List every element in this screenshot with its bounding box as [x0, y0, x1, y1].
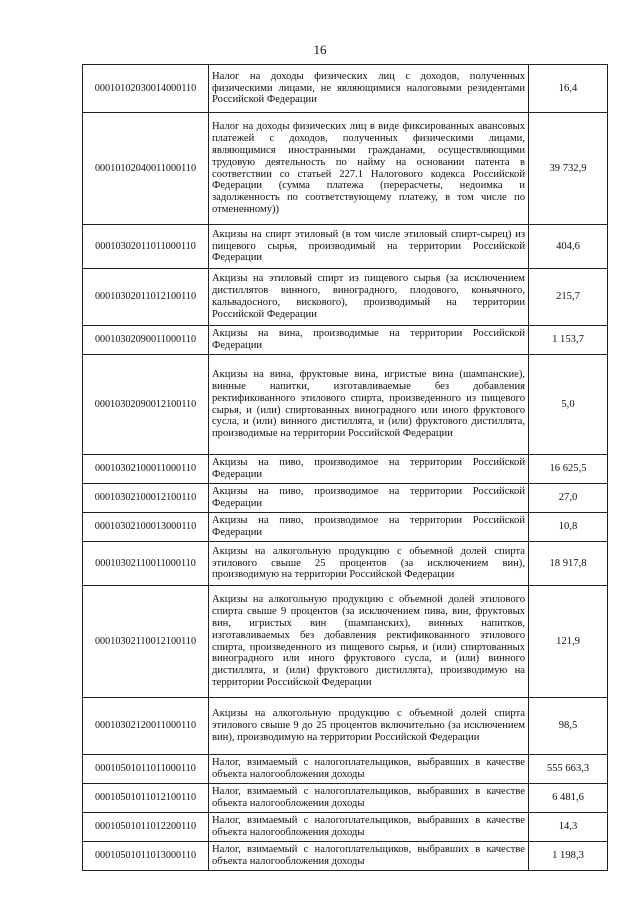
table-row: [83, 484, 608, 513]
row-value: 404,6: [529, 225, 608, 269]
row-name: Акцизы на вина, фруктовые вина, игристые вина (шампанские), винные напитки, изготавливаемые без добавления ректификованного этилового спирта, произведенного из пищевого сырья, и (или) спиртованных виноградного или иного фруктового сусла, и (или) винного дистиллята, и (или) фруктового дистиллята, производимые на территории Российской Федерации: [209, 355, 529, 455]
row-code: 00010302100012100110: [83, 484, 209, 513]
row-name: Акцизы на пиво, производимое на территории Российской Федерации: [209, 484, 529, 513]
row-value: 39 732,9: [529, 113, 608, 225]
row-name: Акцизы на алкогольную продукцию с объемной долей спирта этилового свыше 9 до 25 процентов включительно (за исключением вин), производимую на территории Российской Федерации: [209, 698, 529, 755]
row-name: Акцизы на вина, производимые на территории Российской Федерации: [209, 326, 529, 355]
row-name: Акцизы на спирт этиловый (в том числе этиловый спирт-сырец) из пищевого сырья, производимый на территории Российской Федерации: [209, 225, 529, 269]
table-row: [83, 784, 608, 813]
row-code: 00010102030014000110: [83, 65, 209, 113]
row-code: 00010501011011000110: [83, 755, 209, 784]
table-row: [83, 813, 608, 842]
row-value: 6 481,6: [529, 784, 608, 813]
table-row: [83, 65, 608, 113]
table-row: [83, 225, 608, 269]
table-row: [83, 842, 608, 871]
table-row: [83, 326, 608, 355]
table-row: [83, 698, 608, 755]
row-code: 00010302100011000110: [83, 455, 209, 484]
table-row: [83, 542, 608, 586]
row-value: 18 917,8: [529, 542, 608, 586]
row-value: 555 663,3: [529, 755, 608, 784]
table-row: [83, 755, 608, 784]
row-code: 00010501011012100110: [83, 784, 209, 813]
row-value: 16,4: [529, 65, 608, 113]
row-name: Налог, взимаемый с налогоплательщиков, выбравших в качестве объекта налогообложения доходы: [209, 755, 529, 784]
row-code: 00010302110012100110: [83, 586, 209, 698]
table-row: [83, 355, 608, 455]
row-name: Акцизы на пиво, производимое на территории Российской Федерации: [209, 513, 529, 542]
row-name: Налог, взимаемый с налогоплательщиков, выбравших в качестве объекта налогообложения доходы: [209, 813, 529, 842]
row-code: 00010501011013000110: [83, 842, 209, 871]
row-name: Акцизы на этиловый спирт из пищевого сырья (за исключением дистиллятов винного, виноградного, плодового, коньячного, кальвадосного, вискового), производимый на территории Российской Федерации: [209, 269, 529, 326]
row-name: Налог на доходы физических лиц в виде фиксированных авансовых платежей с доходов, полученных физическими лицами, являющимися иностранными гражданами, осуществляющими трудовую деятельность по найму на основании патента в соответствии со статьей 227.1 Налогового кодекса Российской Федерации (сумма платежа (перерасчеты, недоимка и задолженность по соответствующему платежу, в том числе по отмененному)): [209, 113, 529, 225]
row-code: 00010302100013000110: [83, 513, 209, 542]
table-row: [83, 586, 608, 698]
row-value: 10,8: [529, 513, 608, 542]
row-code: 00010302011011000110: [83, 225, 209, 269]
row-code: 00010302120011000110: [83, 698, 209, 755]
table-row: [83, 113, 608, 225]
revenue-table: [82, 64, 608, 871]
table-row: [83, 513, 608, 542]
row-code: 00010102040011000110: [83, 113, 209, 225]
row-value: 215,7: [529, 269, 608, 326]
row-code: 00010302090011000110: [83, 326, 209, 355]
row-value: 1 198,3: [529, 842, 608, 871]
row-name: Акцизы на пиво, производимое на территории Российской Федерации: [209, 455, 529, 484]
row-value: 1 153,7: [529, 326, 608, 355]
row-name: Акцизы на алкогольную продукцию с объемной долей этилового спирта свыше 9 процентов (за исключением пива, вин, фруктовых вин, игристых вин (шампанских), винных напитков, изготавливаемых без добавления ректификованного этилового спирта, произведенного из пищевого сырья, и (или) спиртованных виноградного или иного фруктового сусла, и (или) винного дистиллята, и (или) фруктового дистиллята), производимую на территории Российской Федерации: [209, 586, 529, 698]
row-code: 00010302110011000110: [83, 542, 209, 586]
row-code: 00010302090012100110: [83, 355, 209, 455]
page-number: 16: [313, 42, 327, 57]
row-name: Налог, взимаемый с налогоплательщиков, выбравших в качестве объекта налогообложения доходы: [209, 842, 529, 871]
row-value: 16 625,5: [529, 455, 608, 484]
row-value: 27,0: [529, 484, 608, 513]
row-value: 5,0: [529, 355, 608, 455]
row-code: 00010302011012100110: [83, 269, 209, 326]
row-name: Акцизы на алкогольную продукцию с объемной долей спирта этилового свыше 25 процентов (за исключением вин), производимую на территории Российской Федерации: [209, 542, 529, 586]
row-name: Налог, взимаемый с налогоплательщиков, выбравших в качестве объекта налогообложения доходы: [209, 784, 529, 813]
row-value: 121,9: [529, 586, 608, 698]
row-value: 14,3: [529, 813, 608, 842]
table-row: [83, 455, 608, 484]
row-name: Налог на доходы физических лиц с доходов, полученных физическими лицами, не являющимися налоговыми резидентами Российской Федерации: [209, 65, 529, 113]
row-code: 00010501011012200110: [83, 813, 209, 842]
table-row: [83, 269, 608, 326]
row-value: 98,5: [529, 698, 608, 755]
